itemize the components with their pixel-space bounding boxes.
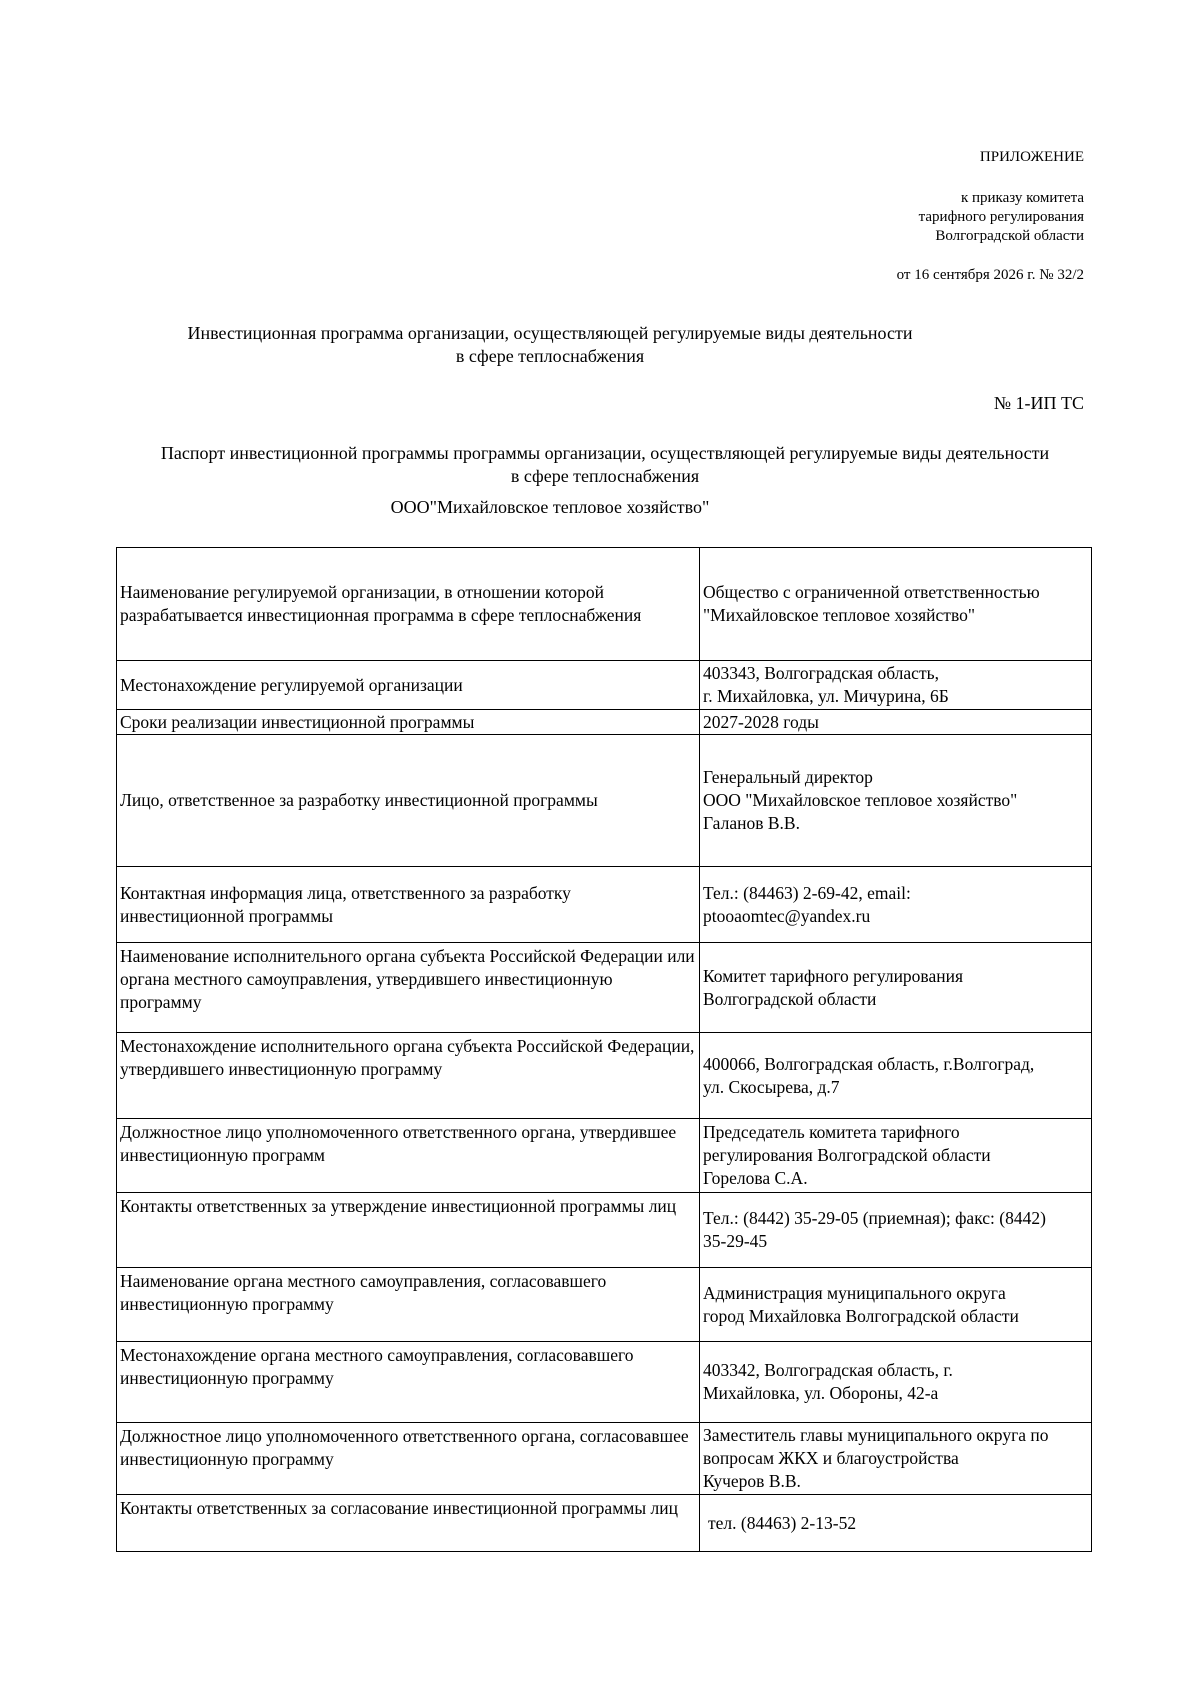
table-row xyxy=(117,1033,1092,1119)
table-row xyxy=(117,1342,1092,1423)
row-value: Тел.: (84463) 2-69-42, email: ptooaomtec@yandex.ru xyxy=(700,867,1092,943)
table-row xyxy=(117,943,1092,1033)
row-label: Местонахождение исполнительного органа субъекта Российской Федерации, утвердившего инвестиционную программу xyxy=(117,1033,700,1119)
passport-title xyxy=(110,442,1100,488)
program-title-line-1: Инвестиционная программа организации, осуществляющей регулируемые виды деятельности xyxy=(187,323,913,343)
row-value: 403342, Волгоградская область, г. Михайловка, ул. Обороны, 42-а xyxy=(700,1342,1092,1423)
row-value: Тел.: (8442) 35-29-05 (приемная); факс: (8442) 35-29-45 xyxy=(700,1193,1092,1268)
program-title-line-2: в сфере теплоснабжения xyxy=(455,346,645,366)
row-label: Лицо, ответственное за разработку инвестиционной программы xyxy=(117,735,700,867)
table-row xyxy=(117,710,1092,735)
row-value: тел. (84463) 2-13-52 xyxy=(700,1495,1092,1552)
row-label: Должностное лицо уполномоченного ответственного органа, утвердившее инвестиционную программ xyxy=(117,1119,700,1193)
order-line-1: к приказу комитета xyxy=(960,190,1084,206)
row-value: Заместитель главы муниципального округа по вопросам ЖКХ и благоустройства Кучеров В.В. xyxy=(700,1423,1092,1495)
table-row xyxy=(117,867,1092,943)
row-value: 403343, Волгоградская область, г. Михайловка, ул. Мичурина, 6Б xyxy=(700,661,1092,710)
row-label: Должностное лицо уполномоченного ответственного органа, согласовавшее инвестиционную программу xyxy=(117,1423,700,1495)
appendix-title: ПРИЛОЖЕНИЕ xyxy=(979,149,1084,165)
organization-title: ООО"Михайловское тепловое хозяйство" xyxy=(390,497,710,517)
row-label: Контактная информация лица, ответственного за разработку инвестиционной программы xyxy=(117,867,700,943)
order-reference xyxy=(919,189,1084,246)
row-value: Председатель комитета тарифного регулирования Волгоградской области Горелова С.А. xyxy=(700,1119,1092,1193)
row-label: Местонахождение регулируемой организации xyxy=(117,661,700,710)
row-value: 2027-2028 годы xyxy=(700,710,1092,735)
table-row xyxy=(117,1268,1092,1342)
row-value: Администрация муниципального округа город Михайловка Волгоградской области xyxy=(700,1268,1092,1342)
program-number: № 1-ИП ТС xyxy=(993,393,1084,413)
table-row xyxy=(117,1495,1092,1552)
order-line-2: тарифного регулирования xyxy=(918,209,1084,225)
row-label: Наименование исполнительного органа субъекта Российской Федерации или органа местного самоуправления, утвердившего инвестиционную программу xyxy=(117,943,700,1033)
table-row xyxy=(117,1119,1092,1193)
row-value: Комитет тарифного регулирования Волгоградской области xyxy=(700,943,1092,1033)
program-title xyxy=(110,322,990,368)
order-date-number: от 16 сентября 2026 г. № 32/2 xyxy=(896,267,1084,283)
passport-table xyxy=(116,547,1092,1552)
passport-title-line-2: в сфере теплоснабжения xyxy=(510,466,700,486)
row-label: Контакты ответственных за утверждение инвестиционной программы лиц xyxy=(117,1193,700,1268)
table-row xyxy=(117,548,1092,661)
table-row xyxy=(117,661,1092,710)
table-row xyxy=(117,1193,1092,1268)
row-label: Контакты ответственных за согласование инвестиционной программы лиц xyxy=(117,1495,700,1552)
row-label: Наименование органа местного самоуправления, согласовавшего инвестиционную программу xyxy=(117,1268,700,1342)
row-label: Наименование регулируемой организации, в отношении которой разрабатывается инвестиционная программа в сфере теплоснабжения xyxy=(117,548,700,661)
row-label: Местонахождение органа местного самоуправления, согласовавшего инвестиционную программу xyxy=(117,1342,700,1423)
passport-title-line-1: Паспорт инвестиционной программы программы организации, осуществляющей регулируемые виды деятельности xyxy=(160,443,1050,463)
row-value: Общество с ограниченной ответственностью "Михайловское тепловое хозяйство" xyxy=(700,548,1092,661)
row-value: Генеральный директор ООО "Михайловское тепловое хозяйство" Галанов В.В. xyxy=(700,735,1092,867)
order-line-3: Волгоградской области xyxy=(935,228,1084,244)
row-label: Сроки реализации инвестиционной программы xyxy=(117,710,700,735)
row-value: 400066, Волгоградская область, г.Волгоград, ул. Скосырева, д.7 xyxy=(700,1033,1092,1119)
table-row xyxy=(117,735,1092,867)
table-row xyxy=(117,1423,1092,1495)
